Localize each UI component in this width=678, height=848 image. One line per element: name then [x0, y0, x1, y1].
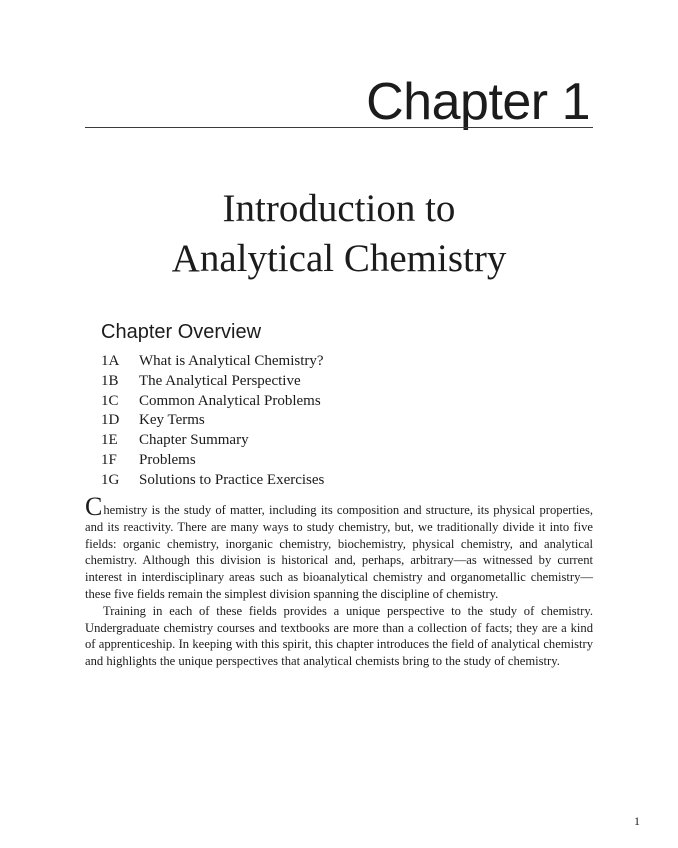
overview-item-title: Solutions to Practice Exercises — [139, 471, 325, 488]
chapter-label: Chapter 1 — [366, 73, 590, 131]
overview-item-title: Chapter Summary — [139, 432, 249, 449]
drop-cap: C — [85, 492, 103, 521]
overview-item-1f[interactable] — [101, 451, 324, 471]
overview-item-1a[interactable] — [101, 352, 324, 372]
chapter-title-line-2: Analytical Chemistry — [171, 237, 507, 280]
page-number: 1 — [634, 814, 640, 828]
intro-paragraph-2: Training in each of these fields provides a unique perspective to the study of chemistry. Undergraduate chemistry courses and textbooks are more than a collection of facts; they are a kind of apprenticeship. In keeping with this spirit, this chapter introduces the field of analytical chemistry and highlights the unique perspectives that analytical chemists bring to the study of chemistry. — [85, 603, 593, 669]
intro-paragraph-1 — [85, 492, 593, 603]
intro-paragraph-1-text: hemistry is the study of matter, including its composition and structure, its physical properties, and its reactivity. There are many ways to study chemistry, but, we traditionally divide it into five fields: organic chemistry, inorganic chemistry, biochemistry, physical chemistry, and analytical chemistry. Although this division is historical and, perhaps, arbitrary—as witnessed by current interest in interdisciplinary areas such as bioanalytical chemistry and organometallic chemistry—these five fields remain the simplest division spanning the discipline of chemistry. — [85, 503, 593, 601]
overview-item-title: The Analytical Perspective — [139, 372, 301, 389]
overview-item-1d[interactable] — [101, 411, 324, 431]
overview-item-number: 1G — [101, 471, 120, 488]
chapter-title — [85, 184, 593, 284]
overview-item-title: Common Analytical Problems — [139, 392, 321, 409]
chapter-title-line-1: Introduction to — [222, 187, 456, 230]
overview-item-number: 1E — [101, 432, 118, 449]
chapter-overview-list — [101, 352, 324, 491]
chapter-intro-text — [85, 492, 593, 670]
overview-item-number: 1C — [101, 392, 119, 409]
overview-item-title: What is Analytical Chemistry? — [139, 353, 324, 369]
overview-item-number: 1F — [101, 451, 117, 468]
overview-item-1e[interactable] — [101, 431, 324, 451]
overview-item-1c[interactable] — [101, 392, 324, 412]
overview-item-number: 1A — [101, 353, 120, 369]
overview-item-number: 1B — [101, 372, 119, 389]
chapter-overview-heading: Chapter Overview — [101, 321, 262, 343]
overview-item-number: 1D — [101, 412, 120, 429]
overview-item-1g[interactable] — [101, 471, 324, 491]
overview-item-1b[interactable] — [101, 372, 324, 392]
chapter-rule — [85, 127, 593, 128]
overview-item-title: Problems — [139, 451, 196, 468]
overview-item-title: Key Terms — [139, 412, 205, 429]
